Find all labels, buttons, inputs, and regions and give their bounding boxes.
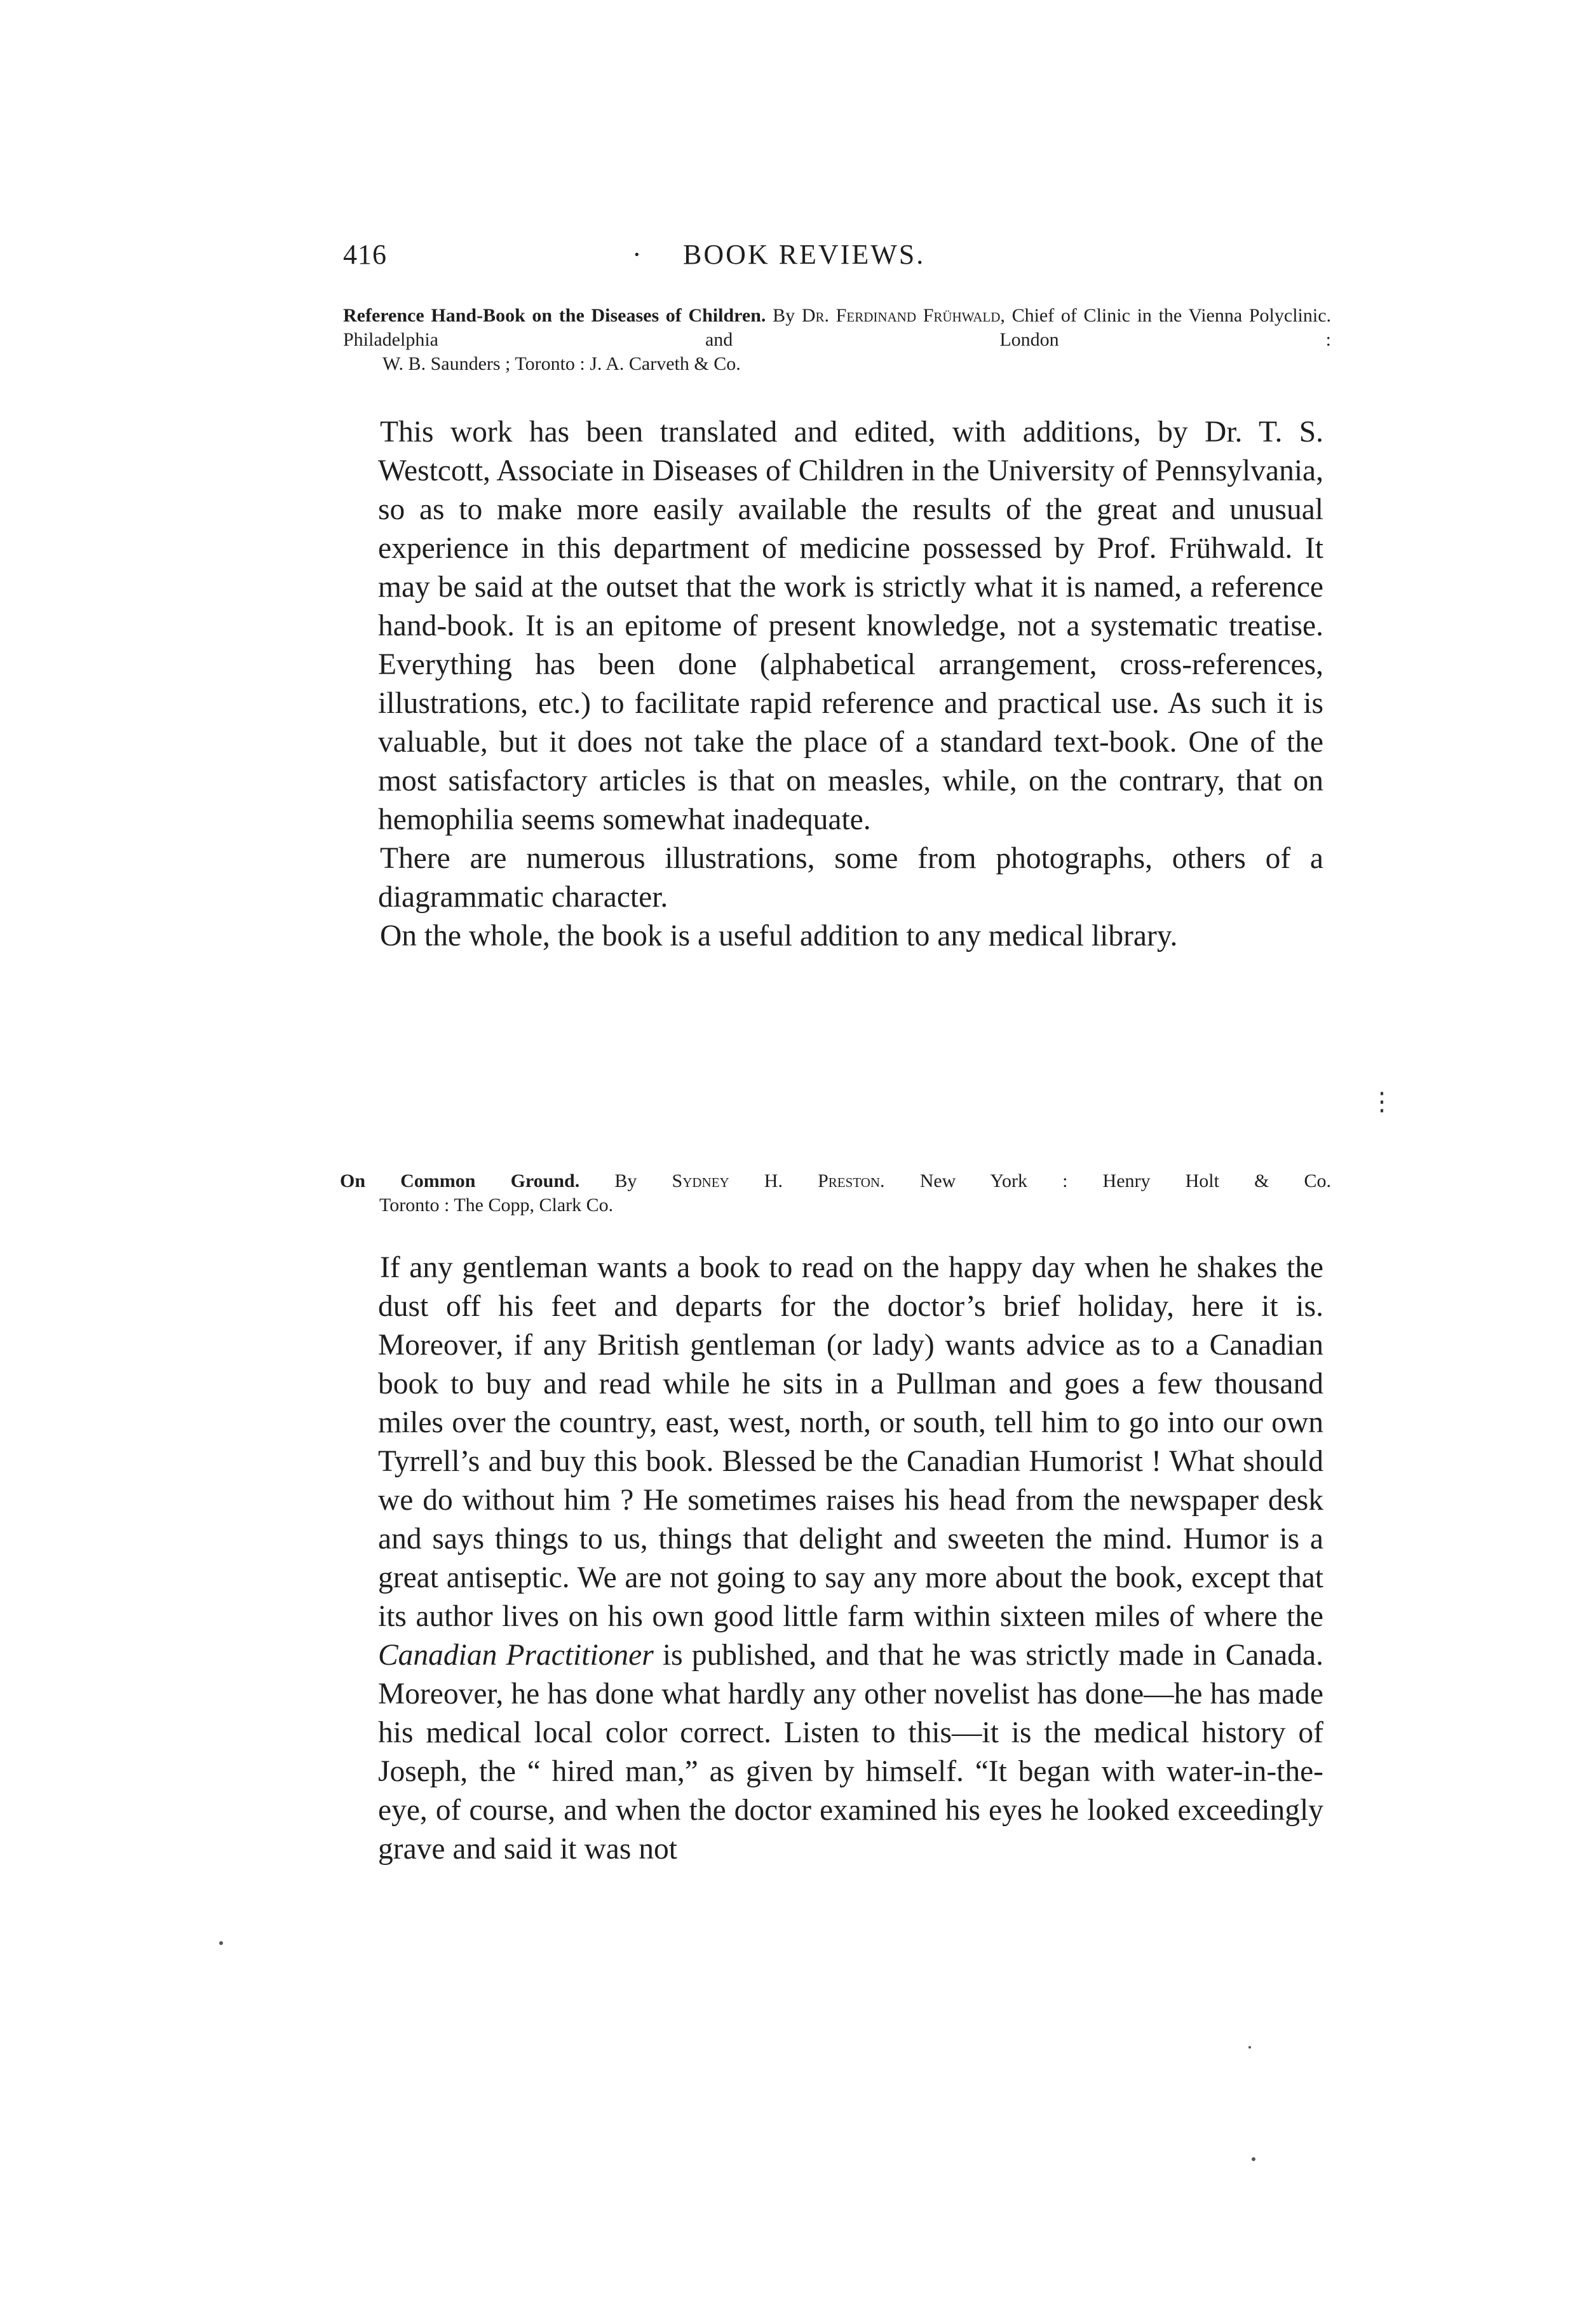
review1-paragraph-1: This work has been translated and edited, with additions, by Dr. T. S. Westcott, Associate in Diseases of Children in the University of Pennsylvania, so as to make more easily available the results of the great and unusual experience in this department of medicine possessed by Prof. Frühwald. It may be said at the outset that the work is strictly what it is named, a reference hand-book. It is an epitome of present knowledge, not a systematic treatise. Everything has been done (alphabetical arrangement, cross-references, illustrations, etc.) to facilitate rapid reference and practical use. As such it is valuable, but it does not take the place of a standard text-book. One of the most satisfactory articles is that on measles, while, on the contrary, that on hemophilia seems somewhat inadequate.: [378, 416, 1323, 836]
review1-citation-line1: [343, 304, 1331, 352]
review1-author: Dr. Ferdinand Frühwald,: [801, 305, 1005, 326]
journal-title-italic: Canadian Practitioner: [378, 1639, 654, 1672]
review1-publishers: W. B. Saunders ; Toronto : J. A. Carveth & Co.: [382, 353, 741, 374]
review1-paragraph-3: On the whole, the book is a useful addition to any medical library.: [380, 919, 1178, 952]
print-speck: [1248, 2046, 1251, 2049]
review2-publishers: Toronto : The Copp, Clark Co.: [379, 1195, 614, 1216]
review1-citation-rest: Chief of Clinic in the Vienna Polyclinic. Philadelphia and London :: [343, 305, 1332, 350]
review1-paragraph-2: There are numerous illustrations, some from photographs, others of a diagrammatic character.: [378, 842, 1323, 914]
review2-paragraph-1: [378, 1249, 1323, 1869]
review2-author-lead: By: [614, 1170, 637, 1191]
review2-body: [378, 1249, 1323, 1869]
margin-semicolon-mark: ⋮: [1369, 1087, 1395, 1116]
review1-book-title: Reference Hand-Book on the Diseases of Children.: [343, 305, 766, 326]
review2-citation-rest: New York : Henry Holt & Co.: [919, 1170, 1332, 1191]
header-dot: ·: [632, 239, 642, 270]
review2-citation-line1: [340, 1169, 1331, 1193]
print-speck: [1252, 2157, 1255, 2161]
review2-author: Sydney H. Preston.: [672, 1170, 885, 1191]
review2-citation: [340, 1169, 1331, 1217]
page-header: [343, 238, 1334, 276]
review1-citation: [343, 304, 1331, 376]
running-head: BOOK REVIEWS.: [683, 239, 926, 270]
review1-author-lead: By: [773, 305, 795, 326]
review2-book-title: On Common Ground.: [340, 1170, 580, 1191]
review2-text-before-italic: If any gentleman wants a book to read on the happy day when he shakes the dust off his feet and departs for the doctor’s brief holiday, here it is. Moreover, if any British gentleman (or lady) wants advice as to a Canadian book to buy and read while he sits in a Pullman and goes a few thousand miles over the country, east, west, north, or south, tell him to go into our own Tyrrell’s and buy this book. Blessed be the Canadian Humorist ! What should we do without him ? He sometimes raises his head from the newspaper desk and says things to us, things that delight and sweeten the mind. Humor is a great antiseptic. We are not going to say any more about the book, except that its author lives on his own good little farm within sixteen miles of where the: [378, 1251, 1323, 1633]
page-number: 416: [343, 239, 387, 270]
review2-text-after-italic: is published, and that he was strictly made in Canada. Moreover, he has done what hardly any other novelist has done—he has made his medical local color correct. Listen to this—it is the medical history of Joseph, the “ hired man,” as given by himself. “It began with water-in-the-eye, of course, and when the doctor examined his eyes he looked exceedingly grave and said it was not: [378, 1639, 1323, 1866]
review1-body: [378, 413, 1323, 956]
print-speck: [219, 1941, 223, 1945]
